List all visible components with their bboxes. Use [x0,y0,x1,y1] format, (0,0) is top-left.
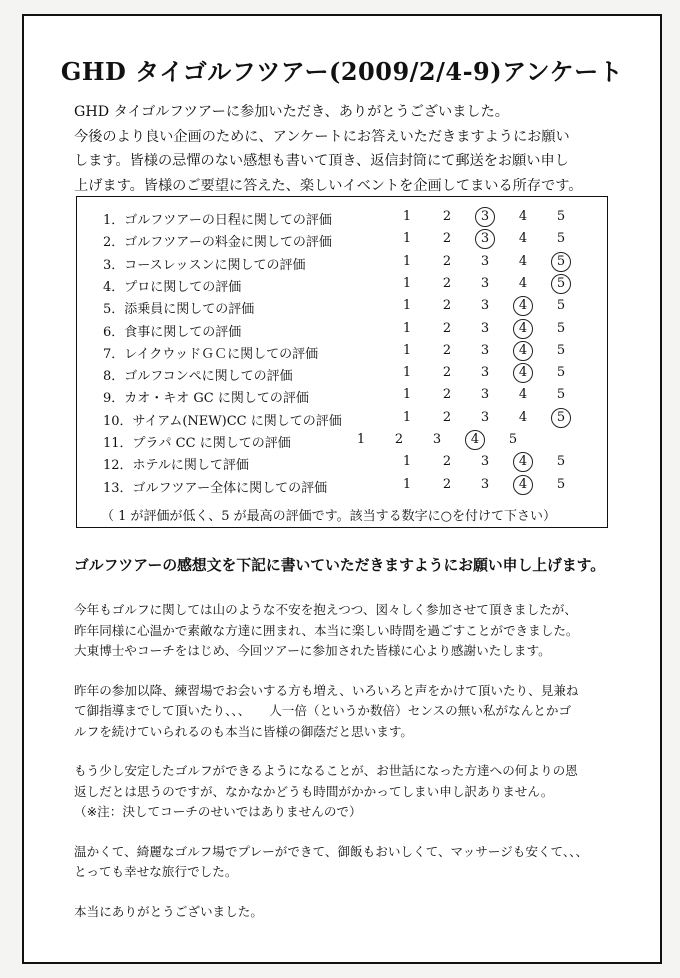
rating-option[interactable]: 5 [556,454,566,470]
rating-row [77,452,607,474]
rating-option[interactable]: 1 [402,231,412,247]
rating-row [77,252,607,274]
rating-question: 11．プラパ CC に関しての評価 [103,436,291,451]
essay-line: とっても幸せな旅行でした。 [74,864,238,879]
rating-option[interactable]: 4 [518,275,528,291]
rating-row [77,385,607,407]
intro-line: します。皆様の忌憚のない感想も書いて頂き、返信封筒にて郵送をお願い申し [74,153,569,169]
rating-row [77,274,607,296]
rating-option[interactable]: 2 [442,387,452,403]
rating-option[interactable]: 3 [480,275,490,291]
essay-line: 今年もゴルフに関しては山のような不安を抱えつつ、図々しく参加させて頂きましたが、 [74,602,577,617]
rating-option[interactable]: 2 [442,476,452,492]
rating-option[interactable]: 2 [442,275,452,291]
rating-option-circled[interactable]: 4 [513,475,533,495]
essay-paragraph [74,902,634,923]
essay-line: 昨年同様に心温かで素敵な方達に囲まれ、本当に楽しい時間を過ごすことができました。 [74,622,579,638]
rating-table [76,196,608,528]
rating-row [77,229,607,251]
rating-question: 7．レイクウッドＧＣに関しての評価 [103,346,319,362]
rating-row [77,408,607,430]
rating-option[interactable]: 5 [508,432,518,447]
essay-paragraph [74,761,634,823]
intro-text [74,100,634,198]
rating-option-circled[interactable]: 4 [465,430,485,450]
rating-option[interactable]: 2 [442,409,452,425]
rating-option[interactable]: 3 [480,387,490,403]
rating-option[interactable]: 1 [402,209,412,224]
essay-line: 昨年の参加以降、練習場でお会いする方も増え、いろいろと声をかけて頂いたり、見兼ね [74,682,579,698]
rating-option[interactable]: 2 [442,231,452,247]
rating-option-circled[interactable]: 5 [551,408,571,428]
essay-paragraph [74,842,634,883]
essay-line: もう少し安定したゴルフができるようになることが、お世話になった方達への何よりの恩 [74,763,578,778]
rating-option-circled[interactable]: 5 [551,274,571,294]
rating-option[interactable]: 4 [518,231,528,247]
rating-option[interactable]: 1 [402,342,412,358]
essay-line: て御指導までして頂いたり、、、 人一倍（というか数倍）センスの無い私がなんとかゴ [74,703,572,718]
rating-option-circled[interactable]: 4 [513,341,533,361]
rating-question: 9．カオ・キオ GC に関しての評価 [103,391,309,407]
rating-note: （ 1 が評価が低く、5 が最高の評価です。該当する数字に○を付けて下さい） [101,509,556,524]
rating-option[interactable]: 5 [556,209,566,224]
survey-document [22,14,662,964]
rating-question: 5．添乗員に関しての評価 [103,302,255,318]
rating-option[interactable]: 1 [402,298,412,314]
rating-question: 13．ゴルフツアー全体に関しての評価 [103,480,328,496]
essay-paragraph [74,600,634,662]
rating-option[interactable]: 3 [432,432,442,447]
rating-option-circled[interactable]: 4 [513,363,533,383]
rating-row [77,430,607,452]
essay-text [74,600,634,941]
rating-question: 1．ゴルフツアーの日程に関しての評価 [103,213,332,228]
rating-option[interactable]: 2 [442,454,452,470]
rating-option[interactable]: 1 [356,432,366,447]
essay-line: （※注：決してコーチのせいではありませんので） [74,804,362,819]
rating-question: 6．食事に関しての評価 [103,324,242,340]
rating-option[interactable]: 1 [402,253,412,269]
rating-option[interactable]: 4 [518,253,528,269]
rating-option[interactable]: 5 [556,365,566,381]
rating-question: 3．コースレッスンに関しての評価 [103,257,306,273]
intro-line: 上げます。皆様のご要望に答えた、楽しいイベントを企画してまいる所存です。 [74,177,583,194]
essay-line: 返しだとは思うのですが、なかなかどうも時間がかかってしまい申し訳ありません。 [74,783,554,799]
rating-option[interactable]: 1 [402,454,412,470]
rating-option[interactable]: 1 [402,476,412,492]
rating-option[interactable]: 3 [480,298,490,314]
rating-option-circled[interactable]: 3 [475,229,495,249]
rating-question: 2．ゴルフツアーの料金に関しての評価 [103,235,332,251]
essay-line: 大東博士やコーチをはじめ、今回ツアーに参加された皆様に心より感謝いたします。 [74,643,551,658]
rating-option[interactable]: 3 [480,342,490,358]
rating-option[interactable]: 5 [556,387,566,403]
rating-row [77,475,607,497]
rating-option[interactable]: 2 [442,342,452,358]
rating-option[interactable]: 4 [518,409,528,425]
rating-option[interactable]: 3 [480,454,490,470]
essay-line: ルフを続けていられるのも本当に皆様の御蔭だと思います。 [74,723,414,739]
rating-option[interactable]: 2 [442,298,452,314]
rating-option-circled[interactable]: 5 [551,252,571,272]
rating-option[interactable]: 2 [442,253,452,269]
rating-question: 4．プロに関しての評価 [103,279,242,295]
rating-question: 12．ホテルに関して評価 [103,458,249,474]
rating-option-circled[interactable]: 4 [513,296,533,316]
rating-option[interactable]: 5 [556,342,566,358]
rating-option-circled[interactable]: 4 [513,319,533,339]
rating-option-circled[interactable]: 3 [475,207,495,227]
essay-line: 温かくて、綺麗なゴルフ場でプレーができて、御飯もおいしくて、マッサージも安くて、、、 [74,843,589,859]
rating-option[interactable]: 3 [480,476,490,492]
rating-option[interactable]: 5 [556,476,566,492]
rating-option[interactable]: 1 [402,409,412,425]
rating-row [77,319,607,341]
rating-option[interactable]: 5 [556,231,566,247]
rating-option[interactable]: 2 [442,209,452,224]
rating-option[interactable]: 1 [402,387,412,403]
essay-line: 本当にありがとうございました。 [74,903,263,919]
rating-row [77,207,607,229]
rating-row [77,341,607,363]
intro-line: GHD タイゴルフツアーに参加いただき、ありがとうございました。 [74,104,509,120]
rating-option[interactable]: 4 [518,209,528,224]
rating-option[interactable]: 1 [402,275,412,291]
rating-question: 10．サイアム(NEW)CC に関しての評価 [103,413,342,429]
rating-option[interactable]: 2 [394,432,404,447]
rating-row [77,296,607,318]
document-title: GHD タイゴルフツアー(2009/2/4-9)アンケート [60,57,624,86]
rating-option[interactable]: 5 [556,298,566,314]
rating-question: 8．ゴルフコンペに関しての評価 [103,369,293,385]
rating-option[interactable]: 4 [518,387,528,403]
rating-option[interactable]: 2 [442,365,452,381]
rating-option[interactable]: 2 [442,320,452,336]
intro-line: 今後のより良い企画のために、アンケートにお答えいただきますようにお願い [74,128,570,145]
rating-option[interactable]: 3 [480,253,490,269]
rating-option[interactable]: 5 [556,320,566,336]
rating-option[interactable]: 3 [480,365,490,381]
rating-option-circled[interactable]: 4 [513,452,533,472]
rating-option[interactable]: 3 [480,409,490,425]
rating-option[interactable]: 3 [480,320,490,336]
rating-row [77,363,607,385]
rating-option[interactable]: 1 [402,320,412,336]
rating-option[interactable]: 1 [402,365,412,381]
essay-heading: ゴルフツアーの感想文を下記に書いていただきますようにお願い申し上げます。 [74,557,606,574]
essay-paragraph [74,681,634,743]
